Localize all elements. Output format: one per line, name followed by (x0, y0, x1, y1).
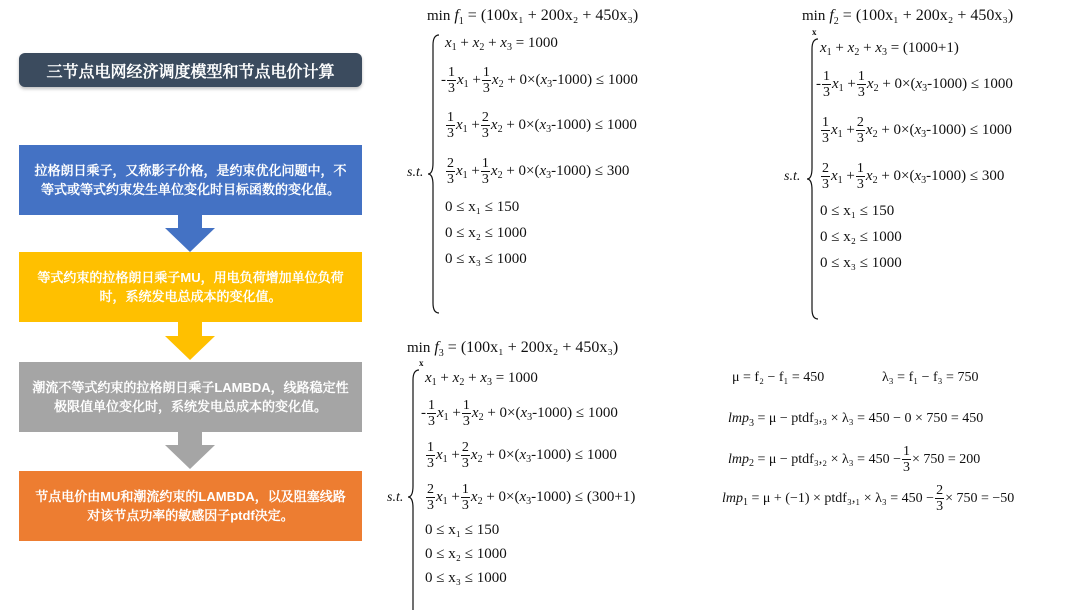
lambda-formula: λ₃ = f₁ − f₃ = 750 (882, 370, 979, 385)
line-constraint-1: - $\frac{1}{3}$ x 1 + $\frac{1}{3}$ x 2 + 0×( x 3 -1000) ≤ 1000 (441, 65, 638, 96)
step-text: 节点电价由MU和潮流约束的LAMBDA，以及阻塞线路对该节点功率的敏感因子ptdf决定。 (35, 489, 346, 523)
step-text: 拉格朗日乘子，又称影子价格，是约束优化问题中，不等式或等式约束发生单位变化时目标函数的变化值。 (34, 163, 347, 197)
step-box-lmp (19, 471, 362, 541)
lmp-results (722, 370, 1072, 514)
line-constraint-1: - $\frac{1}{3}$ x 1 + $\frac{1}{3}$ x 2 + 0×( x 3 -1000) ≤ 1000 (816, 69, 1013, 100)
mu-formula: μ = f₂ − f₁ = 450 (732, 370, 825, 385)
st-label: s.t. (387, 490, 404, 505)
step-text: 等式约束的拉格朗日乘子MU，用电负荷增加单位负荷时，系统发电总成本的变化值。 (37, 270, 344, 304)
balance-constraint: x 1 + x 2 + x 3 = (1000+1) (820, 40, 959, 58)
model-load-increase (782, 3, 1077, 321)
line-constraint-3: $\frac{2}{3}$ x 1 + $\frac{1}{3}$ x 2 + 0×( x 3 -1000) ≤ (300+1) (427, 482, 636, 513)
model-base-case (405, 3, 745, 313)
bound-x3: 0 ≤ x₃ ≤ 1000 (820, 255, 902, 271)
page-title: 三节点电网经济调度模型和节点电价计算 (19, 53, 362, 87)
line-constraint-3: $\frac{2}{3}$ x 1 + $\frac{1}{3}$ x 2 + 0×( x 3 -1000) ≤ 300 (822, 161, 1005, 192)
line-constraint-2: $\frac{1}{3}$ x 1 + $\frac{2}{3}$ x 2 + 0×( x 3 -1000) ≤ 1000 (447, 110, 637, 141)
down-arrow-icon (165, 322, 215, 360)
step-text: 潮流不等式约束的拉格朗日乘子LAMBDA，线路稳定性极限值单位变化时，系统发电总成本的变化值。 (32, 380, 349, 414)
balance-constraint: x 1 + x 2 + x 3 = 1000 (425, 370, 538, 388)
bound-x2: 0 ≤ x₂ ≤ 1000 (445, 225, 527, 241)
bound-x1: 0 ≤ x₁ ≤ 150 (425, 522, 500, 538)
constraint-brace (427, 33, 441, 315)
bound-x3: 0 ≤ x₃ ≤ 1000 (445, 251, 527, 267)
line-constraint-1: - $\frac{1}{3}$ x 1 + $\frac{1}{3}$ x 2 + 0×( x 3 -1000) ≤ 1000 (421, 398, 618, 429)
objective-function: $\min f_1 = (100x_1 + 200x_2 + 450x_3)$ (427, 7, 639, 27)
bound-x1: 0 ≤ x₁ ≤ 150 (445, 199, 520, 215)
line-constraint-2: $\frac{1}{3}$ x 1 + $\frac{2}{3}$ x 2 + 0×( x 3 -1000) ≤ 1000 (427, 440, 617, 471)
balance-constraint: x 1 + x 2 + x 3 = 1000 (445, 35, 558, 53)
line-constraint-3: $\frac{2}{3}$ x 1 + $\frac{1}{3}$ x 2 + 0×( x 3 -1000) ≤ 300 (447, 156, 630, 187)
lmp2-formula: lmp 2 = μ − ptdf₃,₂ × λ₃ = 450 − $\frac{1}{3}$ × 750 = 200 (728, 444, 981, 475)
objective-function: min x $f_3 = (100x_1 + 200x_2 + 450x_3)$ (407, 339, 619, 368)
model-line-limit-increase (385, 336, 715, 610)
step-box-lambda (19, 362, 362, 432)
st-label: s.t. (407, 165, 424, 180)
st-label: s.t. (784, 169, 801, 184)
constraint-brace (407, 368, 421, 610)
bound-x1: 0 ≤ x₁ ≤ 150 (820, 203, 895, 219)
lmp1-formula: lmp 1 = μ + (−1) × ptdf₃,₁ × λ₃ = 450 − $\frac{2}{3}$ × 750 = −50 (722, 483, 1015, 514)
lmp3-formula: lmp 3 = μ − ptdf₃,₃ × λ₃ = 450 − 0 × 750 = 450 (728, 411, 984, 429)
step-box-lagrange (19, 145, 362, 215)
down-arrow-icon (165, 431, 215, 469)
down-arrow-icon (165, 214, 215, 252)
bound-x2: 0 ≤ x₂ ≤ 1000 (820, 229, 902, 245)
bound-x3: 0 ≤ x₃ ≤ 1000 (425, 570, 507, 586)
step-box-mu (19, 252, 362, 322)
objective-function: min x $f_2 = (100x_1 + 200x_2 + 450x_3)$ (802, 7, 1014, 37)
line-constraint-2: $\frac{1}{3}$ x 1 + $\frac{2}{3}$ x 2 + 0×( x 3 -1000) ≤ 1000 (822, 115, 1012, 146)
bound-x2: 0 ≤ x₂ ≤ 1000 (425, 546, 507, 562)
